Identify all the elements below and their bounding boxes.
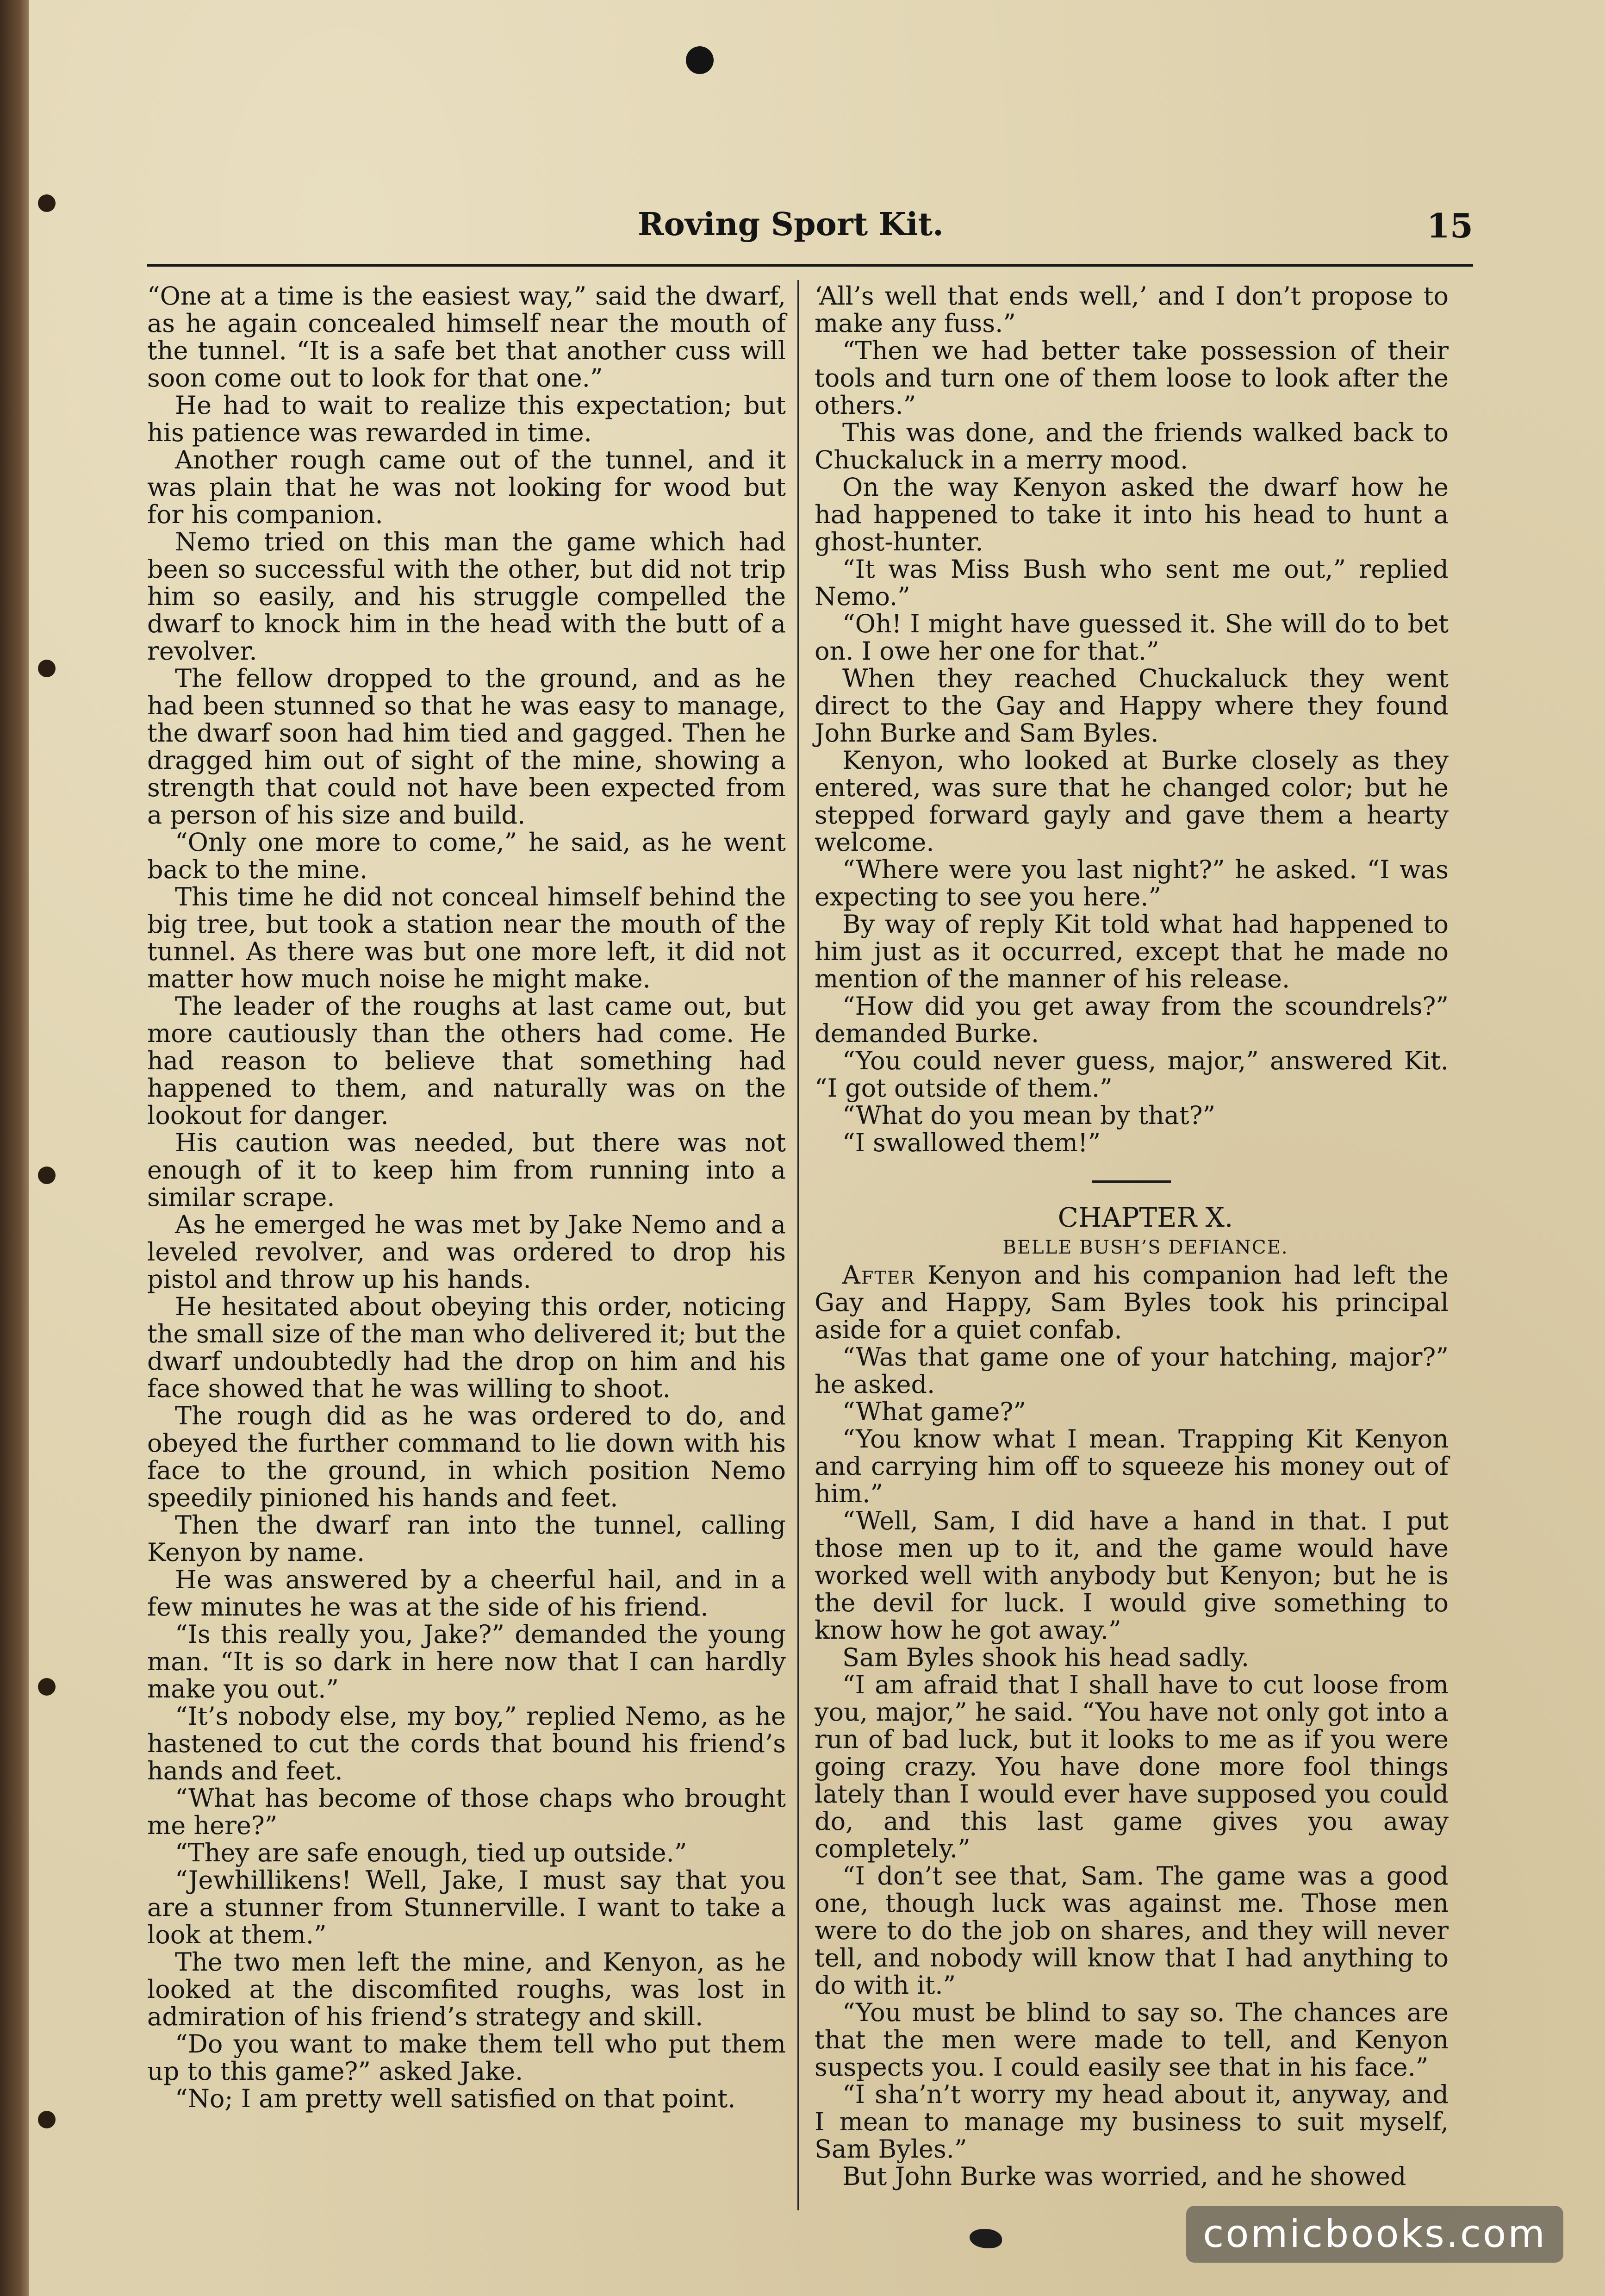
paragraph: “No; I am pretty well satisfied on that point.: [175, 2084, 736, 2113]
paragraph: This time he did not conceal himself behind the big tree, but took a station near the mouth of the tunnel. As there was but one more left, it did not matter how much noise he might make.: [147, 882, 786, 993]
paragraph: Then the dwarf ran into the tunnel, calling Kenyon by name.: [147, 1510, 786, 1567]
column-divider: [797, 280, 799, 2210]
paragraph: “One at a time is the easiest way,” said the dwarf, as he again concealed himself near the mouth of the tunnel. “It is a safe bet that another cuss will soon come out to look for that one.”: [147, 281, 786, 393]
running-title: Roving Sport Kit.: [638, 206, 944, 243]
header-rule: [147, 264, 1473, 267]
binding-stitch: [38, 1167, 56, 1184]
opening-word: After: [842, 1260, 915, 1290]
paragraph: “Well, Sam, I did have a hand in that. I put those men up to it, and the game would have worked well with anybody but Kenyon; but he is the devil for luck. I would give something to know how he got away.”: [815, 1506, 1449, 1645]
paragraph: “Only one more to come,” he said, as he went back to the mine.: [147, 828, 786, 884]
paragraph: “You could never guess, major,” answered Kit. “I got outside of them.”: [815, 1046, 1449, 1103]
left-column: [147, 282, 786, 2112]
paragraph: Another rough came out of the tunnel, and it was plain that he was not looking for wood but for his companion.: [147, 445, 786, 529]
paragraph: “Was that game one of your hatching, major?” he asked.: [815, 1342, 1449, 1399]
paragraph: When they reached Chuckaluck they went direct to the Gay and Happy where they found John Burke and Sam Byles.: [815, 664, 1449, 748]
paragraph: “You know what I mean. Trapping Kit Kenyon and carrying him off to squeeze his money out of him.”: [815, 1424, 1449, 1508]
paragraph: “Where were you last night?” he asked. “I was expecting to see you here.”: [815, 855, 1449, 911]
paragraph: “What game?”: [842, 1397, 1026, 1426]
paragraph: He was answered by a cheerful hail, and in a few minutes he was at the side of his friend.: [147, 1565, 786, 1622]
paragraph: The two men left the mine, and Kenyon, as he looked at the discomfited roughs, was lost in admiration of his friend’s strategy and skill.: [147, 1947, 786, 2031]
binding-stitch: [38, 194, 56, 212]
watermark: comicbooks.com: [1186, 2206, 1563, 2263]
paragraph: But John Burke was worried, and he showed: [842, 2162, 1406, 2191]
paragraph: He hesitated about obeying this order, noticing the small size of the man who delivered it; but the dwarf undoubtedly had the drop on him and his face showed that he was willing to shoot.: [147, 1292, 786, 1403]
page-number: 15: [1426, 206, 1473, 245]
paragraph: “What do you mean by that?”: [842, 1101, 1216, 1130]
paragraph: Kenyon, who looked at Burke closely as they entered, was sure that he changed color; but he stepped forward gayly and gave them a hearty welcome.: [815, 746, 1449, 857]
chapter-title: CHAPTER X.: [1058, 1202, 1233, 1233]
paragraph: “Is this really you, Jake?” demanded the young man. “It is so dark in here now that I can hardly make you out.”: [147, 1620, 786, 1703]
paragraph: “It was Miss Bush who sent me out,” replied Nemo.”: [815, 555, 1449, 611]
chapter-opening-paragraph: [815, 1261, 1449, 1343]
punch-hole: [686, 46, 714, 74]
paragraph: “It’s nobody else, my boy,” replied Nemo, as he hastened to cut the cords that bound his friend’s hands and feet.: [147, 1702, 786, 1785]
paragraph: “Then we had better take possession of their tools and turn one of them loose to look after the others.”: [815, 336, 1449, 420]
binding-stitch: [38, 1678, 56, 1696]
paragraph: “I don’t see that, Sam. The game was a good one, though luck was against me. Those men were to do the job on shares, and they will never tell, and nobody will know that I had anything to do with it.”: [815, 1861, 1449, 2000]
paragraph: “They are safe enough, tied up outside.”: [175, 1838, 687, 1867]
paragraph: The leader of the roughs at last came out, but more cautiously than the others had come. He had reason to believe that something had happened to them, and naturally was on the lookout for danger.: [147, 992, 786, 1130]
paragraph: “How did you get away from the scoundrels?” demanded Burke.: [815, 992, 1449, 1048]
paragraph: By way of reply Kit told what had happened to him just as it occurred, except that he made no mention of the manner of his release.: [815, 910, 1449, 993]
paragraph: The rough did as he was ordered to do, and obeyed the further command to lie down with his face to the ground, in which position Nemo speedily pinioned his hands and feet.: [147, 1401, 786, 1512]
paragraph: “Jewhillikens! Well, Jake, I must say that you are a stunner from Stunnerville. I want to take a look at them.”: [147, 1866, 786, 1949]
paragraph: “Do you want to make them tell who put them up to this game?” asked Jake.: [147, 2029, 786, 2086]
opening-text: Kenyon and his companion had left the Gay and Happy, Sam Byles took his principal aside for a quiet confab.: [815, 1260, 1449, 1344]
paragraph: “I sha’n’t worry my head about it, anyway, and I mean to manage my business to suit myself, Sam Byles.”: [815, 2080, 1449, 2164]
paragraph: “I swallowed them!”: [842, 1128, 1101, 1157]
paragraph: “Oh! I might have guessed it. She will do to bet on. I owe her one for that.”: [815, 609, 1449, 666]
binding-stitch: [38, 2111, 56, 2128]
paragraph: “You must be blind to say so. The chances are that the men were made to tell, and Kenyon suspects you. I could easily see that in his face.”: [815, 1998, 1449, 2082]
paragraph: The fellow dropped to the ground, and as he had been stunned so that he was easy to manage, the dwarf soon had him tied and gagged. Then he dragged him out of sight of the mine, showing a strength that could not have been expected from a person of his size and build.: [147, 664, 786, 830]
chapter-subtitle: BELLE BUSH’S DEFIANCE.: [1002, 1237, 1288, 1258]
paragraph: He had to wait to realize this expectation; but his patience was rewarded in time.: [147, 391, 786, 447]
paragraph: Nemo tried on this man the game which had been so successful with the other, but did not trip him so easily, and his struggle compelled the dwarf to knock him in the head with the butt of a revolver.: [147, 527, 786, 666]
paragraph: On the way Kenyon asked the dwarf how he had happened to take it into his head to hunt a ghost-hunter.: [815, 473, 1449, 556]
paragraph: “What has become of those chaps who brought me here?”: [147, 1784, 786, 1840]
paragraph: Sam Byles shook his head sadly.: [842, 1643, 1250, 1672]
paragraph: “I am afraid that I shall have to cut loose from you, major,” he said. “You have not only got into a run of bad luck, but it looks to me as if you were going crazy. You have done more fool things lately than I would ever have supposed you could do, and this last game gives you away completely.”: [815, 1670, 1449, 1863]
right-column: [815, 282, 1449, 2190]
paragraph: As he emerged he was met by Jake Nemo and a leveled revolver, and was ordered to drop his pistol and throw up his hands.: [147, 1210, 786, 1294]
chapter-rule: [1092, 1180, 1171, 1183]
paragraph: ‘All’s well that ends well,’ and I don’t propose to make any fuss.”: [815, 281, 1449, 338]
running-header: [147, 206, 1473, 257]
binding-stitch: [38, 660, 56, 677]
paragraph: This was done, and the friends walked back to Chuckaluck in a merry mood.: [815, 418, 1449, 474]
paragraph: His caution was needed, but there was not enough of it to keep him from running into a similar scrape.: [147, 1128, 786, 1212]
